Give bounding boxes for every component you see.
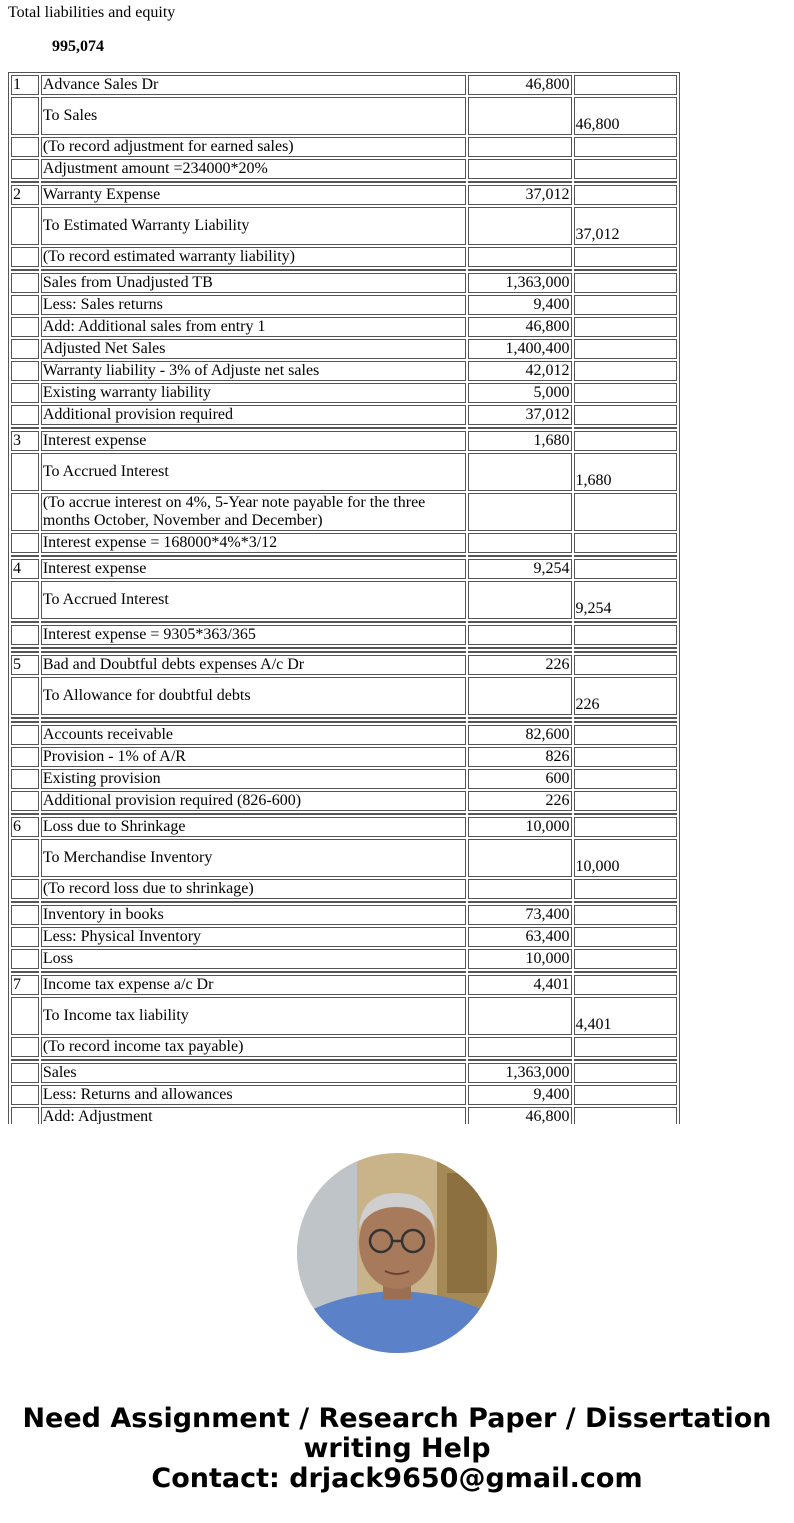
debit-cell <box>468 625 572 645</box>
journal-row <box>11 905 677 925</box>
description-cell: To Accrued Interest <box>41 581 466 619</box>
separator-cell <box>468 1059 572 1061</box>
journal-row <box>11 949 677 969</box>
credit-cell <box>574 975 677 995</box>
promo-contact[interactable]: Contact: drjack9650@gmail.com <box>151 1463 643 1494</box>
separator-cell <box>574 971 677 973</box>
entry-number-cell <box>11 453 39 491</box>
credit-cell <box>574 905 677 925</box>
credit-cell <box>574 295 677 315</box>
journal-row <box>11 361 677 381</box>
credit-cell <box>574 383 677 403</box>
separator-cell <box>574 717 677 719</box>
credit-cell: 4,401 <box>574 997 677 1035</box>
credit-cell <box>574 1037 677 1057</box>
separator-cell <box>574 651 677 653</box>
credit-cell: 10,000 <box>574 839 677 877</box>
entry-number-cell <box>11 339 39 359</box>
debit-cell: 226 <box>468 655 572 675</box>
description-cell: Adjusted Net Sales <box>41 339 466 359</box>
description-cell: Add: Additional sales from entry 1 <box>41 317 466 337</box>
description-cell: Accounts receivable <box>41 725 466 745</box>
entry-number-cell <box>11 725 39 745</box>
debit-cell: 226 <box>468 791 572 811</box>
entry-number-cell <box>11 581 39 619</box>
separator-cell <box>468 647 572 649</box>
separator-cell <box>574 901 677 903</box>
separator-cell <box>468 901 572 903</box>
separator-cell <box>11 813 39 815</box>
description-cell: Less: Returns and allowances <box>41 1085 466 1105</box>
entry-number-cell <box>11 997 39 1035</box>
journal-row <box>11 405 677 425</box>
separator-row <box>11 971 677 973</box>
entry-number-cell <box>11 677 39 715</box>
separator-cell <box>11 555 39 557</box>
description-cell: To Estimated Warranty Liability <box>41 207 466 245</box>
entry-number-cell <box>11 159 39 179</box>
description-cell: Interest expense = 9305*363/365 <box>41 625 466 645</box>
separator-cell <box>41 1059 466 1061</box>
description-cell: To Income tax liability <box>41 997 466 1035</box>
credit-cell <box>574 927 677 947</box>
separator-cell <box>468 721 572 723</box>
debit-cell: 1,363,000 <box>468 273 572 293</box>
entry-number-cell <box>11 361 39 381</box>
entry-number-cell <box>11 625 39 645</box>
entry-number-cell <box>11 383 39 403</box>
separator-cell <box>41 971 466 973</box>
credit-cell <box>574 769 677 789</box>
promo-line-2: writing Help <box>303 1433 491 1464</box>
author-avatar <box>297 1153 497 1353</box>
separator-cell <box>574 181 677 183</box>
entry-number-cell <box>11 207 39 245</box>
debit-cell <box>468 247 572 267</box>
separator-row <box>11 647 677 649</box>
debit-cell <box>468 839 572 877</box>
credit-cell <box>574 879 677 899</box>
journal-row <box>11 247 677 267</box>
debit-cell: 1,680 <box>468 431 572 451</box>
separator-cell <box>11 1059 39 1061</box>
debit-cell <box>468 677 572 715</box>
separator-cell <box>11 721 39 723</box>
author-portrait-image <box>297 1153 497 1353</box>
journal-row <box>11 655 677 675</box>
description-cell: Sales from Unadjusted TB <box>41 273 466 293</box>
credit-cell: 37,012 <box>574 207 677 245</box>
separator-row <box>11 901 677 903</box>
journal-row <box>11 975 677 995</box>
credit-cell <box>574 137 677 157</box>
journal-row <box>11 431 677 451</box>
description-cell: Bad and Doubtful debts expenses A/c Dr <box>41 655 466 675</box>
entry-number-cell <box>11 1037 39 1057</box>
credit-cell <box>574 361 677 381</box>
journal-row <box>11 97 677 135</box>
separator-cell <box>574 427 677 429</box>
debit-cell: 42,012 <box>468 361 572 381</box>
separator-cell <box>574 555 677 557</box>
debit-cell: 46,800 <box>468 75 572 95</box>
journal-row <box>11 625 677 645</box>
separator-cell <box>11 427 39 429</box>
debit-cell: 9,400 <box>468 1085 572 1105</box>
credit-cell <box>574 405 677 425</box>
separator-cell <box>468 651 572 653</box>
entry-number-cell <box>11 247 39 267</box>
entry-number-cell <box>11 1063 39 1083</box>
entry-number-cell <box>11 493 39 531</box>
journal-row <box>11 159 677 179</box>
separator-cell <box>574 621 677 623</box>
journal-row <box>11 207 677 245</box>
debit-cell <box>468 97 572 135</box>
debit-cell: 10,000 <box>468 949 572 969</box>
entry-number-cell <box>11 879 39 899</box>
debit-cell <box>468 137 572 157</box>
entry-number-cell <box>11 905 39 925</box>
entry-number-cell <box>11 949 39 969</box>
description-cell: Interest expense <box>41 431 466 451</box>
separator-cell <box>41 647 466 649</box>
journal-row <box>11 137 677 157</box>
separator-row <box>11 813 677 815</box>
separator-row <box>11 427 677 429</box>
description-cell: Adjustment amount =234000*20% <box>41 159 466 179</box>
credit-cell <box>574 431 677 451</box>
separator-cell <box>11 269 39 271</box>
separator-cell <box>11 971 39 973</box>
journal-row <box>11 879 677 899</box>
credit-cell <box>574 533 677 553</box>
journal-row <box>11 1063 677 1083</box>
journal-row <box>11 273 677 293</box>
separator-cell <box>574 813 677 815</box>
separator-row <box>11 717 677 719</box>
credit-cell <box>574 1063 677 1083</box>
debit-cell: 46,800 <box>468 317 572 337</box>
credit-cell <box>574 625 677 645</box>
credit-cell <box>574 273 677 293</box>
description-cell: Provision - 1% of A/R <box>41 747 466 767</box>
entry-number-cell <box>11 927 39 947</box>
journal-row <box>11 1037 677 1057</box>
journal-row <box>11 317 677 337</box>
entry-number-cell <box>11 747 39 767</box>
entry-number-cell: 6 <box>11 817 39 837</box>
separator-cell <box>468 813 572 815</box>
credit-cell <box>574 725 677 745</box>
debit-cell <box>468 879 572 899</box>
debit-cell <box>468 581 572 619</box>
journal-row <box>11 817 677 837</box>
separator-cell <box>11 647 39 649</box>
description-cell: To Sales <box>41 97 466 135</box>
debit-cell: 4,401 <box>468 975 572 995</box>
journal-row <box>11 75 677 95</box>
debit-cell: 1,363,000 <box>468 1063 572 1083</box>
description-cell: To Merchandise Inventory <box>41 839 466 877</box>
credit-cell <box>574 791 677 811</box>
separator-cell <box>11 651 39 653</box>
entry-number-cell <box>11 137 39 157</box>
description-cell: Income tax expense a/c Dr <box>41 975 466 995</box>
journal-row <box>11 747 677 767</box>
credit-cell <box>574 747 677 767</box>
debit-cell <box>468 207 572 245</box>
journal-row <box>11 725 677 745</box>
entry-number-cell <box>11 405 39 425</box>
journal-row <box>11 533 677 553</box>
debit-cell <box>468 997 572 1035</box>
separator-cell <box>468 181 572 183</box>
journal-row <box>11 295 677 315</box>
debit-cell <box>468 159 572 179</box>
entry-number-cell <box>11 273 39 293</box>
debit-cell: 46,800 <box>468 1107 572 1124</box>
separator-cell <box>574 647 677 649</box>
separator-cell <box>41 901 466 903</box>
description-cell: Existing warranty liability <box>41 383 466 403</box>
entry-number-cell <box>11 97 39 135</box>
separator-row <box>11 621 677 623</box>
debit-cell: 10,000 <box>468 817 572 837</box>
description-cell: Advance Sales Dr <box>41 75 466 95</box>
entry-number-cell <box>11 295 39 315</box>
debit-cell: 826 <box>468 747 572 767</box>
separator-cell <box>11 901 39 903</box>
entry-number-cell <box>11 533 39 553</box>
entry-number-cell: 2 <box>11 185 39 205</box>
debit-cell <box>468 1037 572 1057</box>
credit-cell <box>574 817 677 837</box>
journal-row <box>11 769 677 789</box>
separator-cell <box>468 621 572 623</box>
entry-number-cell: 7 <box>11 975 39 995</box>
separator-cell <box>41 269 466 271</box>
debit-cell: 9,254 <box>468 559 572 579</box>
description-cell: Interest expense = 168000*4%*3/12 <box>41 533 466 553</box>
description-cell: Loss <box>41 949 466 969</box>
debit-cell <box>468 533 572 553</box>
debit-cell: 63,400 <box>468 927 572 947</box>
description-cell: Existing provision <box>41 769 466 789</box>
credit-cell <box>574 493 677 531</box>
separator-cell <box>11 621 39 623</box>
credit-cell <box>574 185 677 205</box>
entry-number-cell <box>11 1085 39 1105</box>
credit-cell <box>574 159 677 179</box>
debit-cell: 82,600 <box>468 725 572 745</box>
section-title: Total liabilities and equity <box>8 4 176 21</box>
journal-row <box>11 927 677 947</box>
description-cell: To Accrued Interest <box>41 453 466 491</box>
entry-number-cell <box>11 769 39 789</box>
separator-cell <box>41 717 466 719</box>
separator-row <box>11 555 677 557</box>
description-cell: (To record loss due to shrinkage) <box>41 879 466 899</box>
credit-cell <box>574 247 677 267</box>
description-cell: Additional provision required <box>41 405 466 425</box>
entry-number-cell: 3 <box>11 431 39 451</box>
journal-row <box>11 997 677 1035</box>
promo-line-1: Need Assignment / Research Paper / Dissertation <box>22 1403 772 1434</box>
entry-number-cell <box>11 839 39 877</box>
description-cell: Sales <box>41 1063 466 1083</box>
credit-cell <box>574 339 677 359</box>
separator-row <box>11 1059 677 1061</box>
credit-cell: 9,254 <box>574 581 677 619</box>
journal-viewport[interactable] <box>8 72 688 1124</box>
journal-row <box>11 839 677 877</box>
separator-cell <box>41 721 466 723</box>
separator-cell <box>468 717 572 719</box>
entry-number-cell <box>11 791 39 811</box>
entry-number-cell <box>11 1107 39 1124</box>
separator-cell <box>41 181 466 183</box>
journal-row <box>11 339 677 359</box>
separator-row <box>11 181 677 183</box>
separator-row <box>11 651 677 653</box>
description-cell: Interest expense <box>41 559 466 579</box>
description-cell: Add: Adjustment <box>41 1107 466 1124</box>
journal-table <box>8 72 680 1124</box>
credit-cell <box>574 75 677 95</box>
journal-row <box>11 677 677 715</box>
description-cell: (To record income tax payable) <box>41 1037 466 1057</box>
debit-cell: 9,400 <box>468 295 572 315</box>
description-cell: (To record estimated warranty liability) <box>41 247 466 267</box>
credit-cell <box>574 655 677 675</box>
description-cell: Less: Sales returns <box>41 295 466 315</box>
description-cell: Warranty Expense <box>41 185 466 205</box>
separator-cell <box>41 813 466 815</box>
credit-cell <box>574 317 677 337</box>
entry-number-cell: 1 <box>11 75 39 95</box>
entry-number-cell: 4 <box>11 559 39 579</box>
debit-cell: 1,400,400 <box>468 339 572 359</box>
description-cell: To Allowance for doubtful debts <box>41 677 466 715</box>
credit-cell <box>574 1107 677 1124</box>
journal-row <box>11 493 677 531</box>
debit-cell: 37,012 <box>468 405 572 425</box>
journal-row <box>11 185 677 205</box>
description-cell: Loss due to Shrinkage <box>41 817 466 837</box>
description-cell: (To record adjustment for earned sales) <box>41 137 466 157</box>
journal-row <box>11 1107 677 1124</box>
journal-row <box>11 383 677 403</box>
description-cell: Warranty liability - 3% of Adjuste net sales <box>41 361 466 381</box>
separator-cell <box>468 555 572 557</box>
separator-cell <box>41 651 466 653</box>
separator-row <box>11 721 677 723</box>
description-cell: Less: Physical Inventory <box>41 927 466 947</box>
separator-cell <box>41 621 466 623</box>
separator-cell <box>468 269 572 271</box>
credit-cell <box>574 1085 677 1105</box>
description-cell: Inventory in books <box>41 905 466 925</box>
journal-row <box>11 559 677 579</box>
journal-row <box>11 453 677 491</box>
separator-cell <box>41 555 466 557</box>
separator-row <box>11 269 677 271</box>
separator-cell <box>41 427 466 429</box>
promo-footer <box>0 1404 794 1494</box>
separator-cell <box>574 269 677 271</box>
debit-cell: 600 <box>468 769 572 789</box>
description-cell: Additional provision required (826-600) <box>41 791 466 811</box>
credit-cell: 226 <box>574 677 677 715</box>
separator-cell <box>574 721 677 723</box>
credit-cell <box>574 949 677 969</box>
credit-cell <box>574 559 677 579</box>
separator-cell <box>11 717 39 719</box>
total-value: 995,074 <box>52 38 104 55</box>
entry-number-cell <box>11 317 39 337</box>
journal-row <box>11 791 677 811</box>
credit-cell: 1,680 <box>574 453 677 491</box>
separator-cell <box>468 971 572 973</box>
description-cell: (To accrue interest on 4%, 5-Year note payable for the three months October, November and December) <box>41 493 466 531</box>
journal-row <box>11 581 677 619</box>
credit-cell: 46,800 <box>574 97 677 135</box>
separator-cell <box>468 427 572 429</box>
debit-cell: 73,400 <box>468 905 572 925</box>
entry-number-cell: 5 <box>11 655 39 675</box>
separator-cell <box>11 181 39 183</box>
debit-cell: 37,012 <box>468 185 572 205</box>
journal-row <box>11 1085 677 1105</box>
separator-cell <box>574 1059 677 1061</box>
debit-cell <box>468 453 572 491</box>
debit-cell: 5,000 <box>468 383 572 403</box>
debit-cell <box>468 493 572 531</box>
